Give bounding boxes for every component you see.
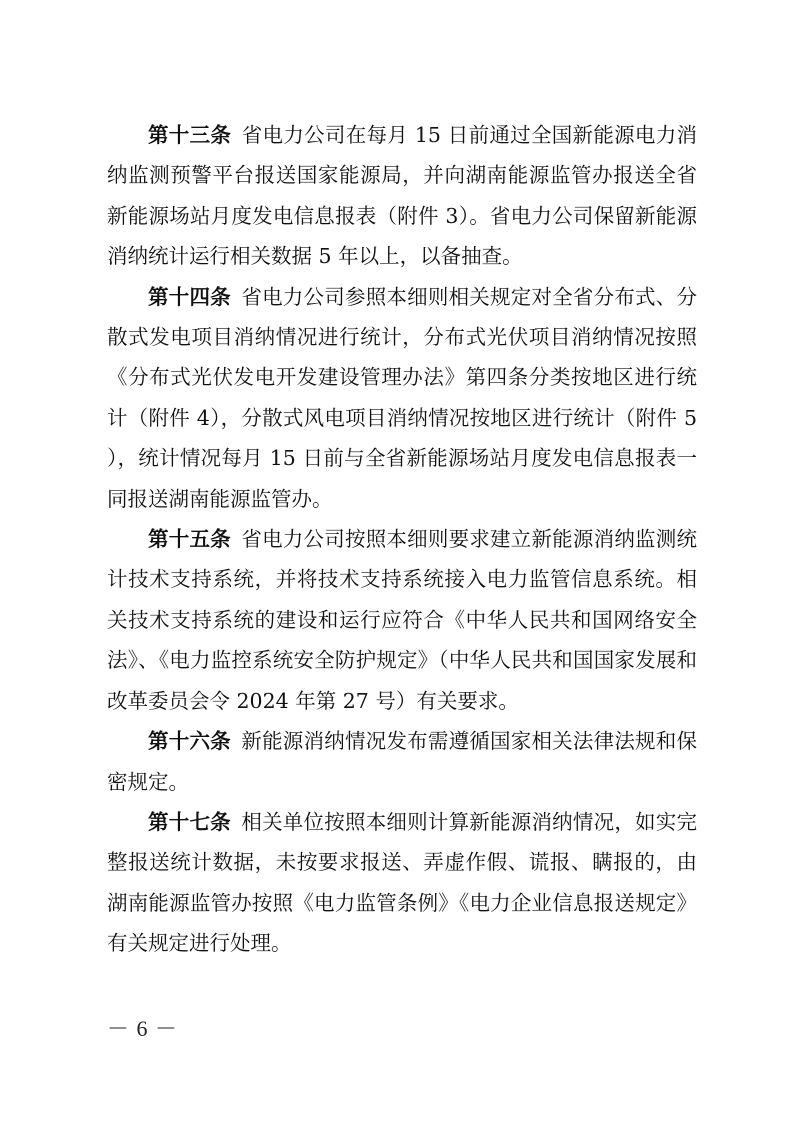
article-16-number: 第十六条 [148,729,231,754]
article-13-number: 第十三条 [148,123,232,147]
document-body [107,115,697,964]
article-15-number: 第十五条 [148,527,231,552]
article-14-number: 第十四条 [148,284,231,309]
article-17-text: 相关单位按照本细则计算新能源消纳情况，如实完整报送统计数据，未按要求报送、弄虚作假、谎报、瞒报的，由湖南能源监管办按照《电力监管条例》《电力企业信息报送规定》有关规定进行处理。 [107,809,698,956]
article-15-paragraph [107,519,697,721]
page-number: － 6 － [107,1016,179,1041]
article-13-text: 省电力公司在每月 15 日前通过全国新能源电力消纳监测预警平台报送国家能源局，并向湖南能源监管办报送全省新能源场站月度发电信息报表（附件 3）。省电力公司保留新能源消纳统计运行相关数据 5 年以上，以备抽查。 [107,123,698,269]
article-14-paragraph [107,277,697,519]
article-15-text: 省电力公司按照本细则要求建立新能源消纳监测统计技术支持系统，并将技术支持系统接入电力监管信息系统。相关技术支持系统的建设和运行应符合《中华人民共和国网络安全法》、《电力监控系统安全防护规定》（中华人民共和国国家发展和改革委员会令 2024 年第 27 号）有关要求。 [107,527,698,713]
article-16-paragraph [107,721,697,802]
article-17-number: 第十七条 [148,809,231,834]
article-13-paragraph [107,115,697,277]
article-17-paragraph [107,802,697,964]
article-14-text: 省电力公司参照本细则相关规定对全省分布式、分散式发电项目消纳情况进行统计，分布式光伏项目消纳情况按照《分布式光伏发电开发建设管理办法》第四条分类按地区进行统计（附件 4），分散式风电项目消纳情况按地区进行统计（附件 5），统计情况每月 15 日前与全省新能源场站月度发电信息报表一同报送湖南能源监管办。 [107,284,698,511]
article-16-text: 新能源消纳情况发布需遵循国家相关法律法规和保密规定。 [107,729,698,794]
